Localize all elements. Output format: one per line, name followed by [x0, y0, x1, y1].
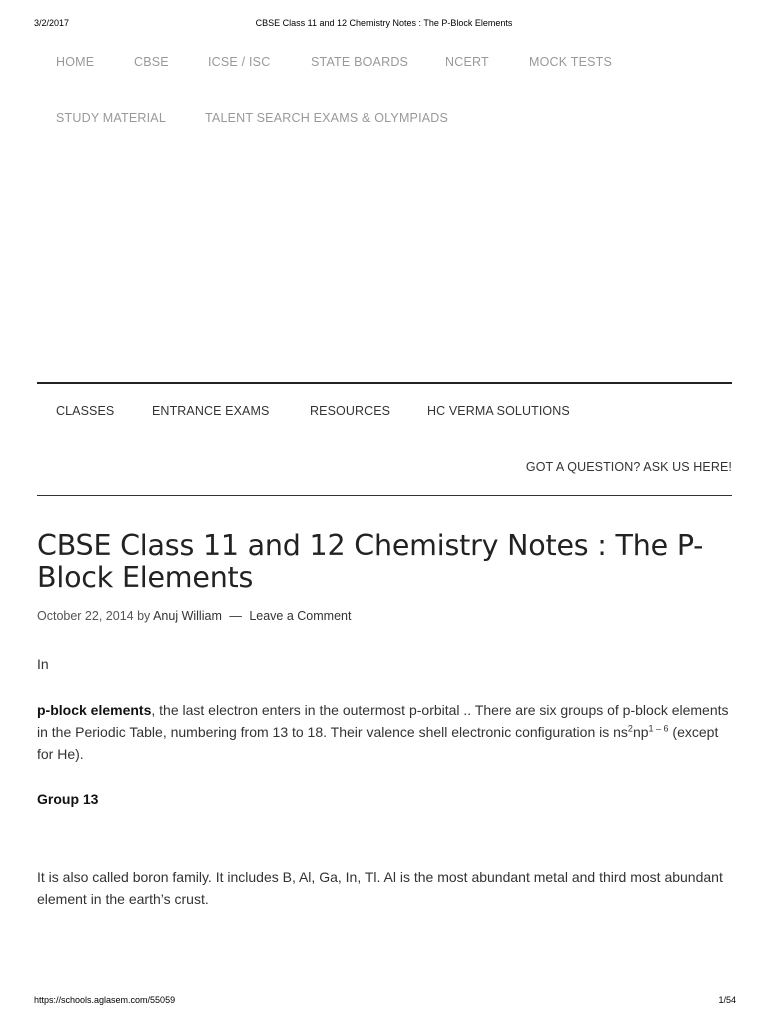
p-block-text: , the last electron enters in the outermost p-orbital .. There are six groups of p-block elements in the Periodic Table, numbering from 13 to 18. Their valence shell electronic configuration is ns	[37, 702, 729, 740]
print-page-number: 1/54	[718, 995, 736, 1005]
article-title: CBSE Class 11 and 12 Chemistry Notes : The P-Block Elements	[37, 529, 704, 594]
leave-comment-link[interactable]: Leave a Comment	[249, 609, 352, 623]
nav-resources[interactable]: RESOURCES	[310, 404, 391, 418]
p-block-paragraph	[37, 699, 737, 765]
intro-text: In	[37, 656, 49, 672]
nav-divider-bottom	[37, 495, 732, 496]
sup-2: 2	[627, 723, 633, 734]
boron-family-paragraph: It is also called boron family. It includes B, Al, Ga, In, Tl. Al is the most abundant metal and third most abundant element in the earth’s crust.	[37, 869, 723, 907]
ask-question-link[interactable]: GOT A QUESTION? ASK US HERE!	[525, 460, 732, 474]
print-url: https://schools.aglasem.com/55059	[34, 995, 176, 1005]
nav-ncert[interactable]: NCERT	[445, 55, 489, 69]
print-doc-title: CBSE Class 11 and 12 Chemistry Notes : The P-Block Elements	[255, 18, 513, 28]
author-link[interactable]: Anuj William	[153, 609, 222, 623]
nav-cbse[interactable]: CBSE	[134, 55, 169, 69]
post-date: October 22, 2014	[37, 609, 134, 623]
nav-entrance-exams[interactable]: ENTRANCE EXAMS	[152, 404, 270, 418]
except-text: (except for He).	[37, 724, 719, 762]
print-date: 3/2/2017	[34, 18, 70, 28]
nav-state-boards[interactable]: STATE BOARDS	[311, 55, 409, 69]
sup-1-6: 1 – 6	[648, 723, 669, 734]
nav-home[interactable]: HOME	[56, 55, 95, 69]
np-text: np	[632, 724, 649, 740]
nav-divider-top	[37, 382, 732, 384]
entry-meta	[37, 609, 351, 623]
nav-classes[interactable]: CLASSES	[56, 404, 115, 418]
p-block-term: p-block elements	[37, 702, 152, 718]
nav-mock-tests[interactable]: MOCK TESTS	[529, 55, 613, 69]
meta-separator: —	[229, 609, 242, 623]
nav-hc-verma-solutions[interactable]: HC VERMA SOLUTIONS	[427, 404, 570, 418]
nav-icse-isc[interactable]: ICSE / ISC	[208, 55, 271, 69]
nav-study-material[interactable]: STUDY MATERIAL	[56, 111, 166, 125]
byline-by: by	[137, 609, 151, 623]
group-13-heading: Group 13	[37, 791, 99, 807]
nav-talent-search[interactable]: TALENT SEARCH EXAMS & OLYMPIADS	[205, 111, 449, 125]
